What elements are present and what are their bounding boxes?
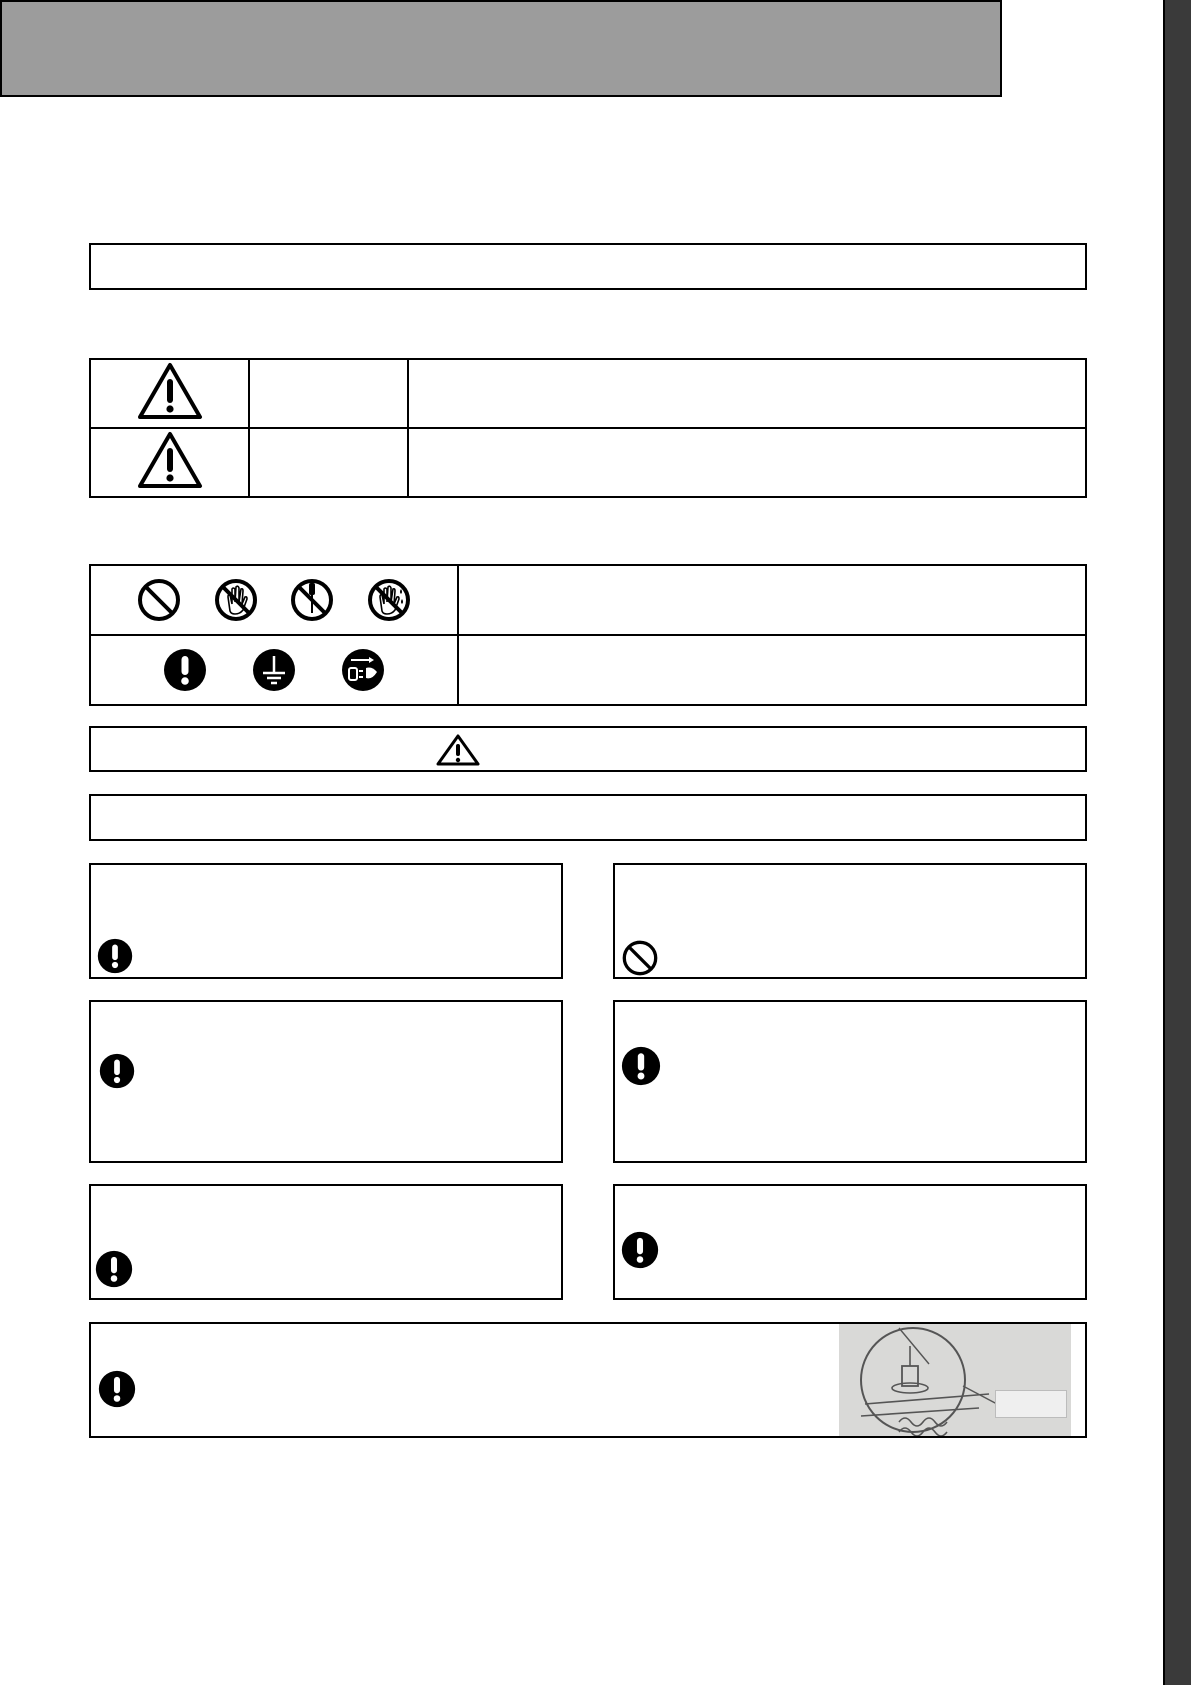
ground-icon [252,648,296,692]
title-banner [0,0,1002,97]
symbol-row-prohibition [90,565,1086,635]
mandatory-icon [98,1370,136,1408]
mandatory-icon [95,1250,133,1288]
signal-word-label [249,428,408,497]
caution-panel [613,1000,1087,1163]
title-banner-tab [1163,0,1191,1685]
symbol-icons-cell [90,565,458,635]
symbol-description [458,565,1086,635]
caution-panel [613,863,1087,979]
caution-panel [613,1184,1087,1300]
prohibited-icon [621,939,659,977]
section-box [89,794,1087,841]
intro-box [89,243,1087,290]
caution-heading-triangle-icon [435,733,481,767]
caution-panel [89,863,563,979]
caution-panel [89,1184,563,1300]
signal-word-table [89,358,1087,498]
caution-heading [89,726,1087,772]
figure-label-box [995,1390,1067,1418]
caution-panel [89,1000,563,1163]
no-wet-hands-icon [366,577,412,623]
mandatory-icon [97,938,133,974]
signal-word-icon-cell [90,428,249,497]
signal-word-label [249,359,408,428]
symbol-icons-cell [90,635,458,705]
grounding-bolt-illustration [839,1324,1071,1436]
warning-triangle-icon [136,361,204,421]
signal-word-description [408,359,1086,428]
signal-word-row [90,359,1086,428]
mandatory-icon [163,648,207,692]
prohibited-icon [136,577,182,623]
signal-word-description [408,428,1086,497]
unplug-icon [341,648,385,692]
mandatory-icon [621,1046,661,1086]
mandatory-icon [99,1053,135,1089]
symbol-description [458,635,1086,705]
bolt-diagram-drawing [839,1324,1071,1436]
symbol-legend-table [89,564,1087,706]
no-touch-icon [213,577,259,623]
no-disassembly-icon [289,577,335,623]
caution-triangle-icon [136,430,204,490]
signal-word-row [90,428,1086,497]
mandatory-icon [621,1231,659,1269]
symbol-row-mandatory [90,635,1086,705]
signal-word-icon-cell [90,359,249,428]
caution-panel-wide [89,1322,1087,1438]
